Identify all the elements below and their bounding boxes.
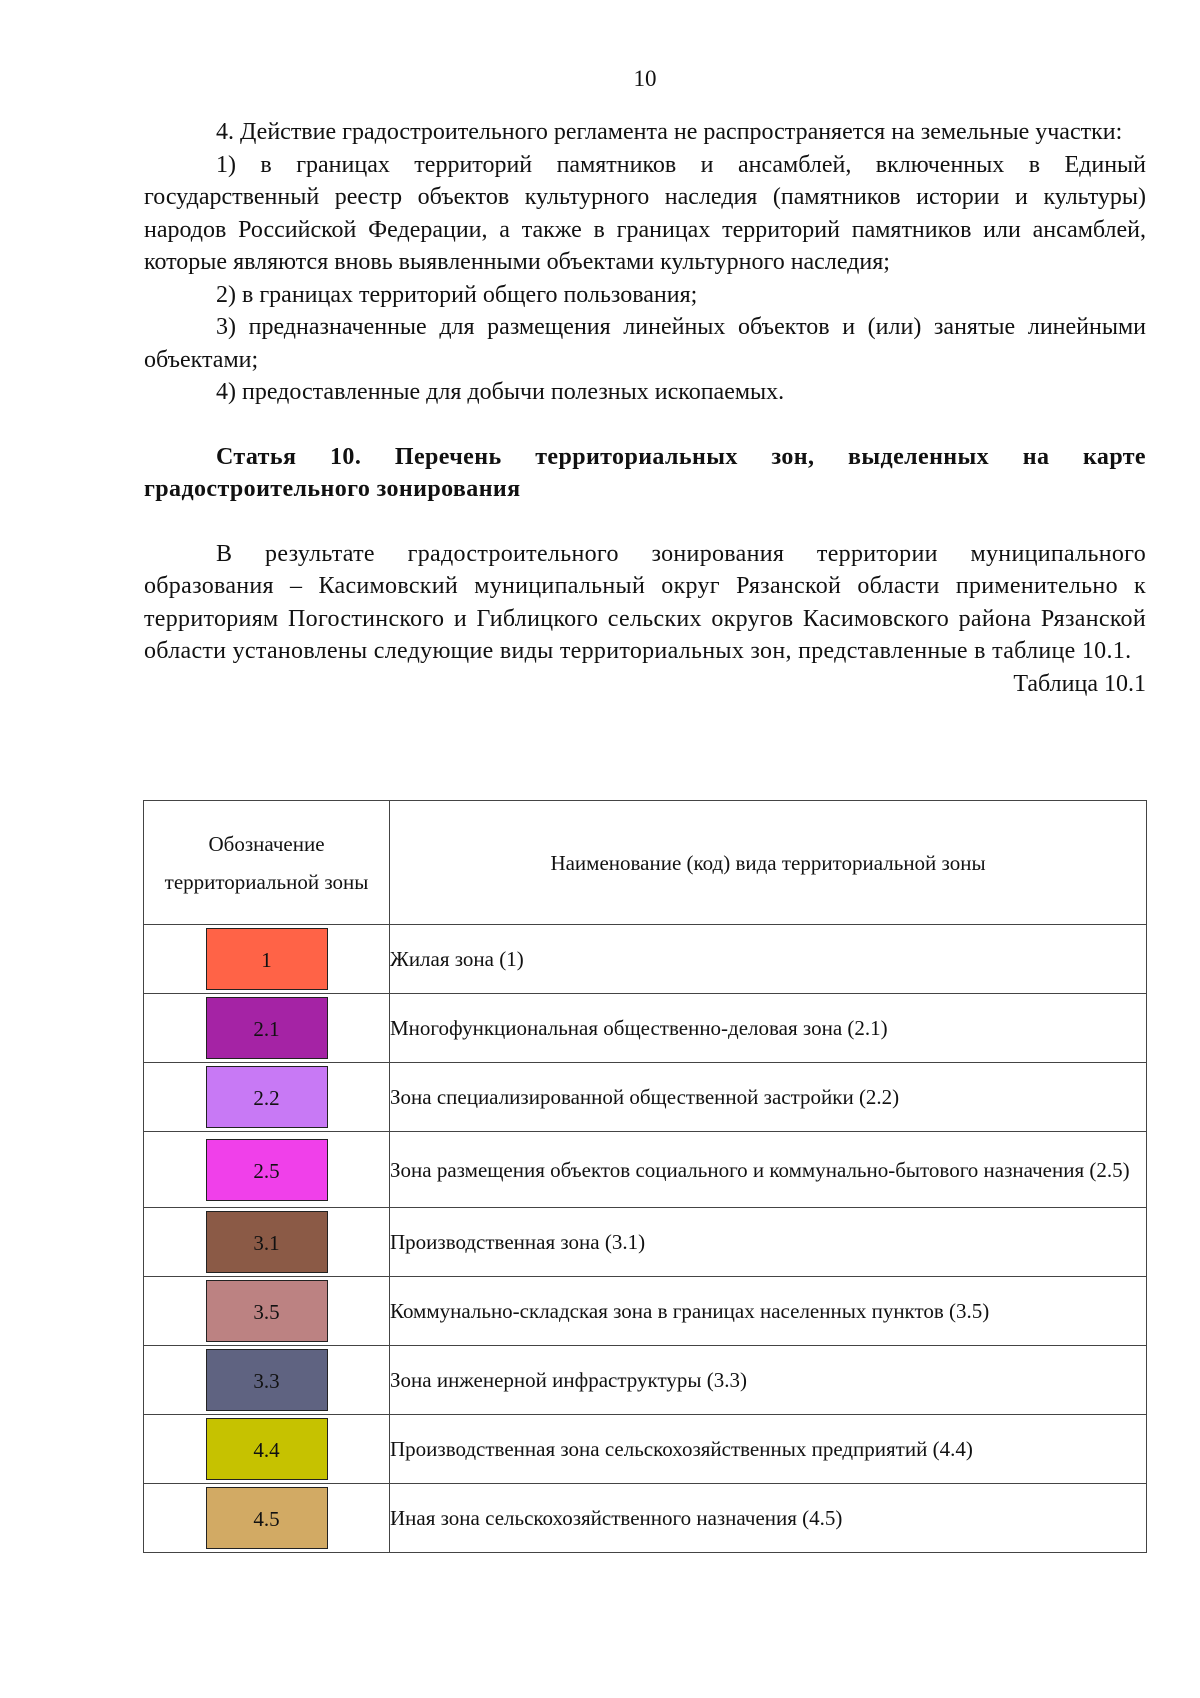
- paragraph: 4. Действие градостроительного регламента не распространяется на земельные участки:: [216, 119, 1123, 145]
- table-row: [144, 1132, 1147, 1208]
- table-row: [144, 1277, 1147, 1346]
- zones-table: [143, 800, 1147, 1553]
- paragraph: 4) предоставленные для добычи полезных ископаемых.: [216, 379, 785, 405]
- zone-name-cell: Иная зона сельскохозяйственного назначения (4.5): [390, 1484, 1147, 1553]
- header-name: Наименование (код) вида территориальной зоны: [390, 801, 1147, 925]
- paragraph: 3) предназначенные для размещения линейных объектов и (или) занятые линейными объектами;: [144, 314, 1146, 373]
- zone-name-cell: Производственная зона (3.1): [390, 1208, 1147, 1277]
- zone-name-cell: Жилая зона (1): [390, 925, 1147, 994]
- zone-code-cell: [144, 1063, 390, 1132]
- zone-color-swatch: 4.4: [206, 1418, 328, 1480]
- zone-color-swatch: 1: [206, 928, 328, 990]
- zone-code-cell: [144, 1208, 390, 1277]
- zone-color-swatch: 3.1: [206, 1211, 328, 1273]
- table-row: [144, 1484, 1147, 1553]
- zone-color-swatch: 2.2: [206, 1066, 328, 1128]
- zone-code-cell: [144, 1484, 390, 1553]
- table-body: [144, 925, 1147, 1553]
- table-header-row: [144, 801, 1147, 925]
- zone-name-cell: Многофункциональная общественно-деловая зона (2.1): [390, 994, 1147, 1063]
- zone-color-swatch: 3.5: [206, 1280, 328, 1342]
- article-heading: Статья 10. Перечень территориальных зон, выделенных на карте градостроительного зонирования: [144, 443, 1146, 502]
- zone-name-cell: Зона размещения объектов социального и коммунально-бытового назначения (2.5): [390, 1132, 1147, 1208]
- table-row: [144, 1208, 1147, 1277]
- zone-name-cell: Зона специализированной общественной застройки (2.2): [390, 1063, 1147, 1132]
- header-code: Обозначение территориальной зоны: [144, 801, 390, 925]
- zone-name-cell: Зона инженерной инфраструктуры (3.3): [390, 1346, 1147, 1415]
- zone-color-swatch: 3.3: [206, 1349, 328, 1411]
- table-row: [144, 994, 1147, 1063]
- table-row: [144, 1063, 1147, 1132]
- table-row: [144, 1346, 1147, 1415]
- zone-color-swatch: 4.5: [206, 1487, 328, 1549]
- zone-color-swatch: 2.1: [206, 997, 328, 1059]
- zone-code-cell: [144, 1415, 390, 1484]
- zone-name-cell: Коммунально-складская зона в границах населенных пунктов (3.5): [390, 1277, 1147, 1346]
- zone-color-swatch: 2.5: [206, 1139, 328, 1201]
- intro-paragraph: В результате градостроительного зонирования территории муниципального образования – Касимовский муниципальный округ Рязанской области применительно к территориям Погостинского и Гиблицкого сельских округов Касимовского района Рязанской области установлены следующие виды территориальных зон, представленные в таблице 10.1.: [144, 540, 1146, 664]
- zone-code-cell: [144, 1277, 390, 1346]
- table-row: [144, 1415, 1147, 1484]
- document-body: [144, 116, 1146, 700]
- table-row: [144, 925, 1147, 994]
- zone-code-cell: [144, 994, 390, 1063]
- zone-code-cell: [144, 925, 390, 994]
- zone-code-cell: [144, 1346, 390, 1415]
- table-caption: Таблица 10.1: [1013, 670, 1146, 697]
- paragraph: 2) в границах территорий общего пользования;: [216, 281, 698, 308]
- zone-code-cell: [144, 1132, 390, 1208]
- page-number: 10: [633, 66, 657, 91]
- paragraph: 1) в границах территорий памятников и ансамблей, включенных в Единый государственный реестр объектов культурного наследия (памятников истории и культуры) народов Российской Федерации, а также в границах территорий памятников или ансамблей, которые являются вновь выявленными объектами культурного наследия;: [144, 151, 1146, 275]
- zone-name-cell: Производственная зона сельскохозяйственных предприятий (4.4): [390, 1415, 1147, 1484]
